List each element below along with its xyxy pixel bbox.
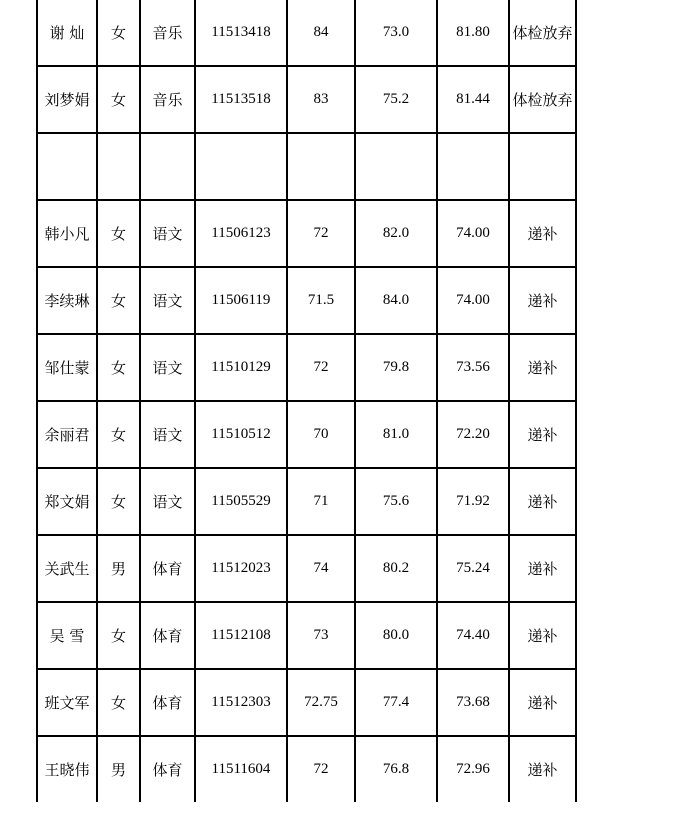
table-row bbox=[37, 468, 576, 535]
cell-remark: 递补 bbox=[509, 468, 576, 535]
cell-subject: 语文 bbox=[140, 334, 195, 401]
cell-written-score: 73 bbox=[287, 602, 355, 669]
cell-interview-score: 84.0 bbox=[355, 267, 437, 334]
cell-exam-id: 11512023 bbox=[195, 535, 287, 602]
cell-subject: 语文 bbox=[140, 267, 195, 334]
cell-exam-id: 11513418 bbox=[195, 0, 287, 66]
cell-remark: 递补 bbox=[509, 736, 576, 802]
cell-gender: 女 bbox=[97, 267, 140, 334]
cell-name: 班文军 bbox=[37, 669, 97, 736]
cell-gender: 女 bbox=[97, 66, 140, 133]
cell-written-score: 70 bbox=[287, 401, 355, 468]
cell-written-score bbox=[287, 133, 355, 200]
cell-written-score: 74 bbox=[287, 535, 355, 602]
cell-exam-id: 11512108 bbox=[195, 602, 287, 669]
cell-gender: 女 bbox=[97, 468, 140, 535]
cell-written-score: 71.5 bbox=[287, 267, 355, 334]
cell-remark: 体检放弃 bbox=[509, 0, 576, 66]
cell-exam-id bbox=[195, 133, 287, 200]
cell-interview-score: 73.0 bbox=[355, 0, 437, 66]
cell-subject: 体育 bbox=[140, 669, 195, 736]
cell-interview-score: 82.0 bbox=[355, 200, 437, 267]
cell-remark: 体检放弃 bbox=[509, 66, 576, 133]
cell-name: 吴 雪 bbox=[37, 602, 97, 669]
cell-exam-id: 11506123 bbox=[195, 200, 287, 267]
cell-total-score: 75.24 bbox=[437, 535, 509, 602]
table-row bbox=[37, 602, 576, 669]
cell-total-score: 81.44 bbox=[437, 66, 509, 133]
cell-name: 邹仕蒙 bbox=[37, 334, 97, 401]
cell-name: 关武生 bbox=[37, 535, 97, 602]
cell-subject: 语文 bbox=[140, 401, 195, 468]
table-row bbox=[37, 669, 576, 736]
results-table bbox=[36, 0, 577, 802]
cell-gender: 男 bbox=[97, 736, 140, 802]
cell-name: 刘梦娟 bbox=[37, 66, 97, 133]
cell-exam-id: 11506119 bbox=[195, 267, 287, 334]
cell-gender: 女 bbox=[97, 334, 140, 401]
cell-written-score: 83 bbox=[287, 66, 355, 133]
cell-exam-id: 11510129 bbox=[195, 334, 287, 401]
cell-subject: 音乐 bbox=[140, 66, 195, 133]
table-row bbox=[37, 200, 576, 267]
cell-interview-score: 80.0 bbox=[355, 602, 437, 669]
cell-written-score: 72 bbox=[287, 200, 355, 267]
table-row bbox=[37, 535, 576, 602]
cell-gender: 女 bbox=[97, 200, 140, 267]
cell-interview-score: 81.0 bbox=[355, 401, 437, 468]
table-row bbox=[37, 334, 576, 401]
cell-interview-score bbox=[355, 133, 437, 200]
cell-subject: 语文 bbox=[140, 468, 195, 535]
cell-total-score: 74.40 bbox=[437, 602, 509, 669]
table-row bbox=[37, 401, 576, 468]
cell-subject: 音乐 bbox=[140, 0, 195, 66]
cell-interview-score: 79.8 bbox=[355, 334, 437, 401]
results-table-body bbox=[37, 0, 576, 802]
cell-name: 李续琳 bbox=[37, 267, 97, 334]
cell-name: 余丽君 bbox=[37, 401, 97, 468]
cell-name: 谢 灿 bbox=[37, 0, 97, 66]
cell-total-score bbox=[437, 133, 509, 200]
results-table-container bbox=[36, 0, 577, 802]
cell-remark: 递补 bbox=[509, 200, 576, 267]
cell-total-score: 74.00 bbox=[437, 267, 509, 334]
cell-written-score: 72 bbox=[287, 334, 355, 401]
cell-gender: 男 bbox=[97, 535, 140, 602]
cell-remark: 递补 bbox=[509, 602, 576, 669]
cell-total-score: 74.00 bbox=[437, 200, 509, 267]
cell-written-score: 72.75 bbox=[287, 669, 355, 736]
cell-exam-id: 11513518 bbox=[195, 66, 287, 133]
cell-remark: 递补 bbox=[509, 535, 576, 602]
table-row bbox=[37, 736, 576, 802]
cell-written-score: 72 bbox=[287, 736, 355, 802]
cell-remark: 递补 bbox=[509, 267, 576, 334]
cell-remark: 递补 bbox=[509, 401, 576, 468]
cell-subject: 体育 bbox=[140, 602, 195, 669]
cell-name bbox=[37, 133, 97, 200]
cell-subject bbox=[140, 133, 195, 200]
cell-subject: 体育 bbox=[140, 736, 195, 802]
cell-interview-score: 75.2 bbox=[355, 66, 437, 133]
table-row bbox=[37, 133, 576, 200]
cell-remark: 递补 bbox=[509, 669, 576, 736]
cell-interview-score: 80.2 bbox=[355, 535, 437, 602]
cell-name: 郑文娟 bbox=[37, 468, 97, 535]
table-row bbox=[37, 0, 576, 66]
cell-exam-id: 11505529 bbox=[195, 468, 287, 535]
cell-gender: 女 bbox=[97, 669, 140, 736]
cell-remark bbox=[509, 133, 576, 200]
cell-name: 王晓伟 bbox=[37, 736, 97, 802]
cell-exam-id: 11511604 bbox=[195, 736, 287, 802]
cell-exam-id: 11510512 bbox=[195, 401, 287, 468]
cell-interview-score: 75.6 bbox=[355, 468, 437, 535]
cell-total-score: 73.56 bbox=[437, 334, 509, 401]
cell-gender bbox=[97, 133, 140, 200]
cell-total-score: 72.96 bbox=[437, 736, 509, 802]
cell-written-score: 84 bbox=[287, 0, 355, 66]
cell-gender: 女 bbox=[97, 0, 140, 66]
cell-subject: 体育 bbox=[140, 535, 195, 602]
cell-written-score: 71 bbox=[287, 468, 355, 535]
table-row bbox=[37, 66, 576, 133]
cell-interview-score: 77.4 bbox=[355, 669, 437, 736]
cell-name: 韩小凡 bbox=[37, 200, 97, 267]
cell-total-score: 73.68 bbox=[437, 669, 509, 736]
cell-gender: 女 bbox=[97, 602, 140, 669]
cell-interview-score: 76.8 bbox=[355, 736, 437, 802]
cell-total-score: 81.80 bbox=[437, 0, 509, 66]
cell-total-score: 72.20 bbox=[437, 401, 509, 468]
cell-exam-id: 11512303 bbox=[195, 669, 287, 736]
cell-subject: 语文 bbox=[140, 200, 195, 267]
cell-gender: 女 bbox=[97, 401, 140, 468]
table-row bbox=[37, 267, 576, 334]
cell-remark: 递补 bbox=[509, 334, 576, 401]
cell-total-score: 71.92 bbox=[437, 468, 509, 535]
